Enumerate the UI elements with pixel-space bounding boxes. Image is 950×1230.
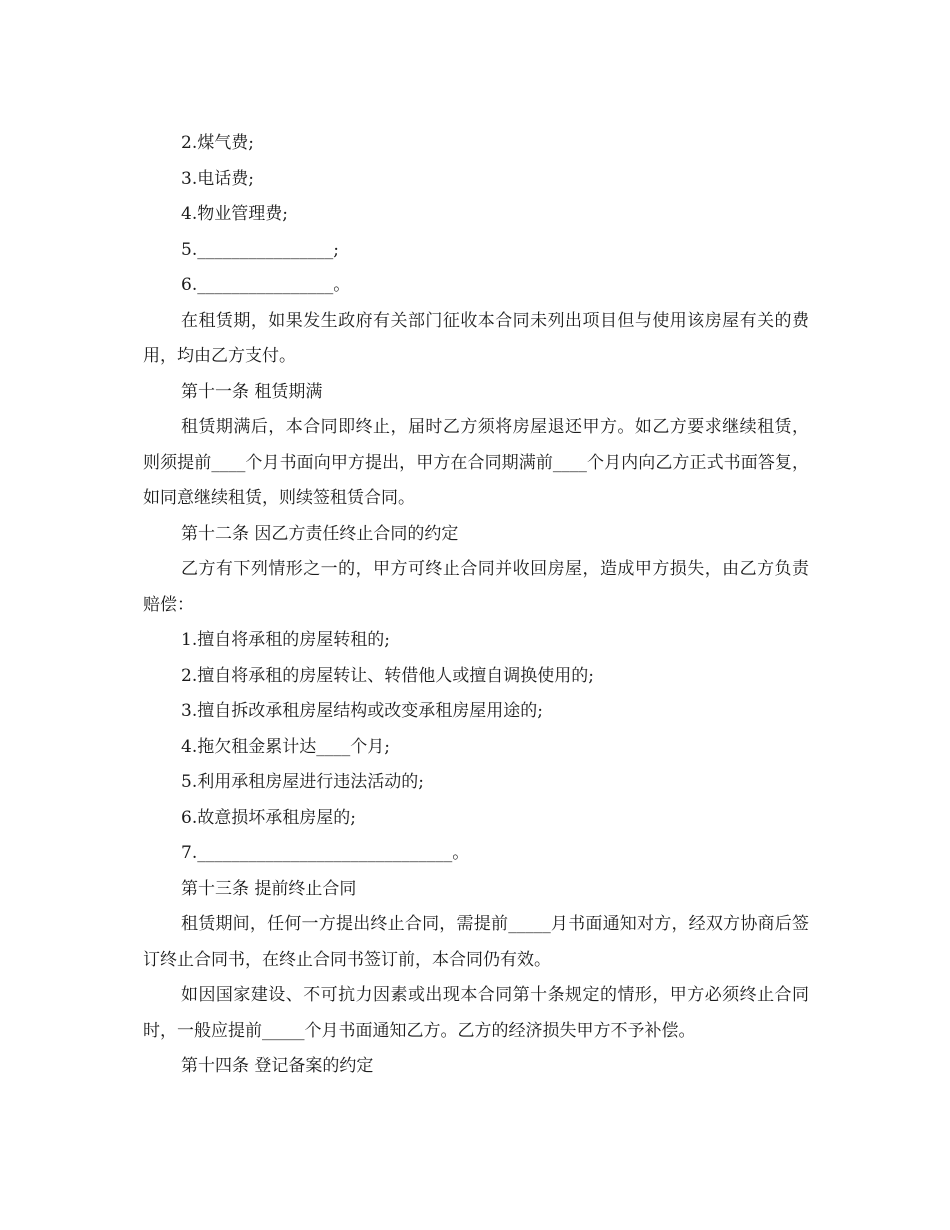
list-item-gas-fee: 2.煤气费; [181,133,254,153]
article-heading-14: 第十四条 登记备案的约定 [181,1056,374,1076]
list-item-alteration: 3.擅自拆改承租房屋结构或改变承租房屋用途的; [181,701,543,721]
list-item-illegal-use: 5.利用承租房屋进行违法活动的; [181,772,424,792]
article-heading-11: 第十一条 租赁期满 [181,381,323,402]
list-item-blank-7: 7.______________________________。 [181,843,470,863]
list-item-blank-6: 6.________________。 [181,275,351,295]
article-heading-12: 第十二条 因乙方责任终止合同的约定 [181,523,459,544]
paragraph-termination-conditions: 乙方有下列情形之一的，甲方可终止合同并收回房屋，造成甲方损失，由乙方负责赔偿： [143,559,809,615]
list-item-property-fee: 4.物业管理费; [181,204,288,224]
paragraph-early-termination: 租赁期间，任何一方提出终止合同，需提前_____月书面通知对方，经双方协商后签订终止合同书，在终止合同书签订前，本合同仍有效。 [143,914,809,970]
document-page [143,126,809,1085]
paragraph-lease-expiry: 租赁期满后，本合同即终止，届时乙方须将房屋退还甲方。如乙方要求继续租赁，则须提前____个月书面向甲方提出，甲方在合同期满前____个月内向乙方正式书面答复，如同意继续租赁，则续签租赁合同。 [143,417,809,508]
list-item-arrears: 4.拖欠租金累计达____个月; [181,736,390,757]
list-item-damage: 6.故意损坏承租房屋的; [181,807,356,828]
article-heading-13: 第十三条 提前终止合同 [181,878,357,899]
list-item-blank-5: 5.________________; [181,239,339,260]
list-item-phone-fee: 3.电话费; [181,168,254,189]
list-item-transfer: 2.擅自将承租的房屋转让、转借他人或擅自调换使用的; [181,665,594,686]
paragraph-lease-fees: 在租赁期，如果发生政府有关部门征收本合同未列出项目但与使用该房屋有关的费用，均由乙方支付。 [143,310,809,366]
list-item-sublet: 1.擅自将承租的房屋转租的; [181,630,390,650]
paragraph-force-majeure: 如因国家建设、不可抗力因素或出现本合同第十条规定的情形，甲方必须终止合同时，一般应提前_____个月书面通知乙方。乙方的经济损失甲方不予补偿。 [143,985,809,1041]
